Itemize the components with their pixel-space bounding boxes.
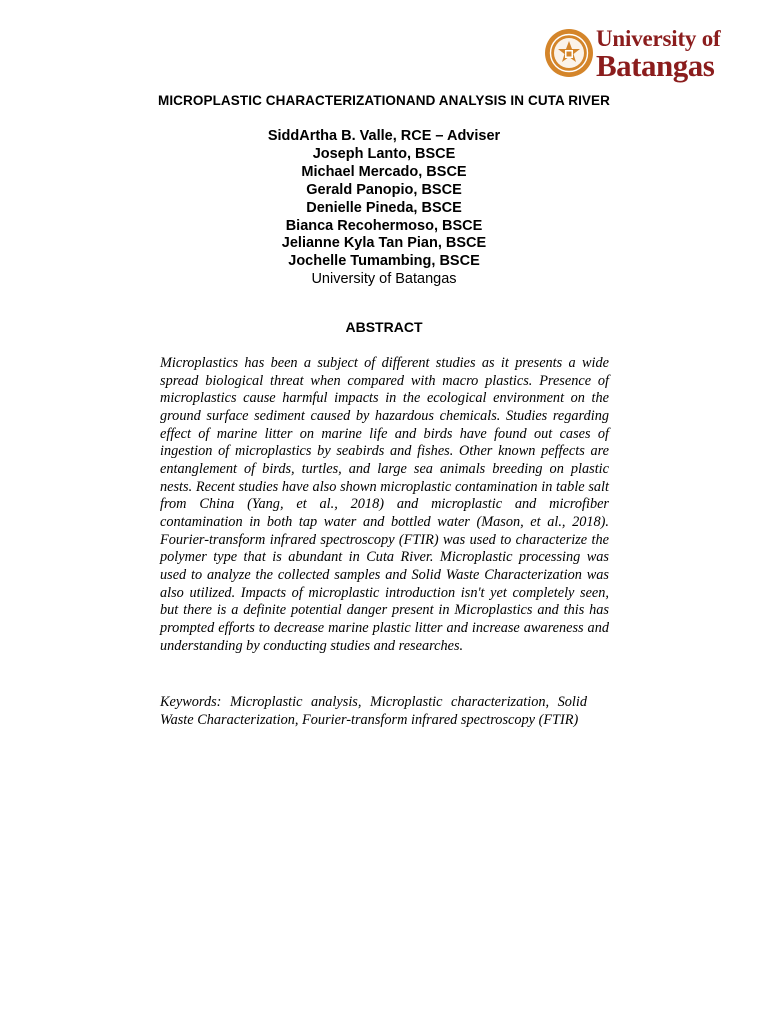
author: Michael Mercado, BSCE (301, 163, 467, 180)
author: Bianca Recohermoso, BSCE (285, 217, 483, 234)
university-logo (544, 26, 744, 84)
author: Gerald Panopio, BSCE (306, 181, 462, 198)
keywords: Keywords: Microplastic analysis, Microplastic characterization, Solid Waste Characterization, Fourier-transform infrared spectroscopy (FTIR) (160, 694, 587, 728)
author: Denielle Pineda, BSCE (306, 199, 462, 216)
abstract-heading: ABSTRACT (345, 319, 423, 335)
author: Jelianne Kyla Tan Pian, BSCE (281, 235, 487, 252)
university-seal-icon (544, 28, 594, 78)
author: Joseph Lanto, BSCE (312, 145, 456, 162)
author: Jochelle Tumambing, BSCE (288, 253, 480, 270)
affiliation: University of Batangas (311, 271, 457, 288)
logo-line-2: Batangas (596, 48, 715, 83)
logo-wordmark (596, 26, 721, 81)
author-list (0, 128, 768, 289)
paper-title: MICROPLASTIC CHARACTERIZATIONAND ANALYSIS IN CUTA RIVER (157, 93, 610, 108)
abstract-body: Microplastics has been a subject of different studies as it presents a wide spread biological threat when compared with macro plastics. Presence of microplastics cause harmful impacts in the ecological environment on the ground surface sediment caused by hazardous chemicals. Studies regarding effect of marine litter on marine life and birds have found out cases of ingestion of microplastics by seabirds and fishes. Other known peffects are entanglement of birds, turtles, and large sea animals breeding on plastic nests. Recent studies have also shown microplastic contamination in table salt from China (Yang, et al., 2018) and microplastic and microfiber contamination in both tap water and bottled water (Mason, et al., 2018). Fourier-transform infrared spectroscopy (FTIR) was used to characterize the polymer type that is abundant in Cuta River. Microplastic processing was used to analyze the collected samples and Solid Waste Characterization was also utilized. Impacts of microplastic introduction isn't yet completely seen, but there is a definite potential danger present in Microplastics and this has prompted efforts to decrease marine plastic litter and increase awareness and understanding by conducting studies and researches. (160, 355, 609, 654)
logo-line-1: University of (596, 26, 721, 51)
author-adviser: SiddArtha B. Valle, RCE – Adviser (267, 128, 501, 144)
